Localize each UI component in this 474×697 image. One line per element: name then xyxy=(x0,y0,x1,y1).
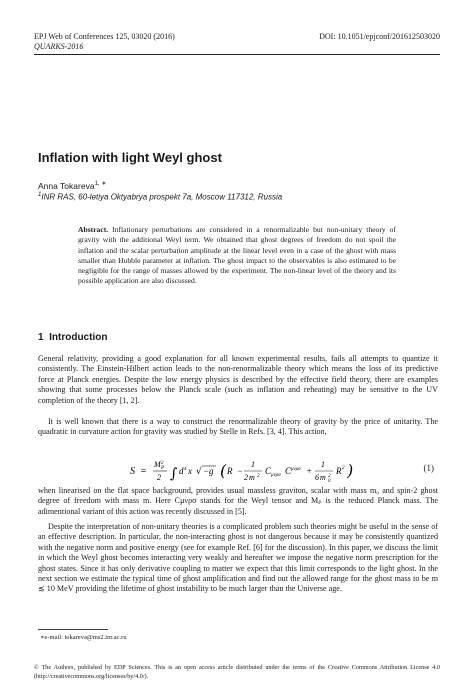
svg-text:R: R xyxy=(336,466,342,476)
svg-text:2: 2 xyxy=(244,473,248,482)
abstract xyxy=(78,225,396,287)
svg-text:x: x xyxy=(188,466,192,476)
action-formula xyxy=(130,457,380,485)
svg-text:g: g xyxy=(209,466,214,476)
svg-text:1: 1 xyxy=(321,460,325,469)
svg-text:(: ( xyxy=(220,461,227,480)
svg-text:√: √ xyxy=(196,467,202,477)
svg-text:=: = xyxy=(140,466,147,477)
section-heading xyxy=(38,332,107,343)
section-title: Introduction xyxy=(49,332,108,343)
paragraph-4-text: Despite the interpretation of non-unitary theories is a complicated problem such theories might be useful in the sense of an effective description. In particular, the non-interacting ghost is not dangerous because it may be consistently quantized with the negative norm and positive energy (see for example Ref. [6] for the discussion). In this paper, we discuss the limit in which the Weyl ghost becomes interacting very weakly and hereafter we impose the negative norm prescription for the ghost states. Since it has only derivative coupling to matter we expect that this limit corresponds to the light ghost. In the next section we estimate the typical time of ghost amplification and find out the allowed range for the ghost mass to be m ≲ 10 MeV providing the lifetime of ghost instability to be much larger than the Universe age. xyxy=(38,522,438,594)
svg-text:μνρσ: μνρσ xyxy=(271,473,281,478)
author-line xyxy=(38,180,106,191)
equation-1 xyxy=(38,453,438,483)
svg-text:2: 2 xyxy=(257,474,260,479)
author-name: Anna Tokareva xyxy=(38,180,95,191)
svg-text:2: 2 xyxy=(328,474,331,479)
svg-text:−: − xyxy=(203,466,210,476)
svg-text:∫: ∫ xyxy=(170,466,178,482)
svg-text:R: R xyxy=(227,466,233,476)
footnote-rule xyxy=(38,629,108,630)
svg-text:+: + xyxy=(306,466,313,476)
journal-citation: EPJ Web of Conferences 125, 03020 (2016) xyxy=(34,32,175,41)
svg-text:0: 0 xyxy=(328,479,331,484)
abstract-text: Inflationary perturbations are considered in a renormalizable but non-unitary theory of gravity with the additional Weyl term. We obtained that ghost degrees of freedom do not spoil the inflation and the scalar perturbation amplitude at the linear level even in a case of the ghost with mass smaller than Hubble parameter at inflation. The ghost impact to the observables is also estimated to be negligible for the range of masses allowed by the experiment. The non-linear level of the theory and its possible application are also discussed. xyxy=(78,225,396,286)
svg-text:C: C xyxy=(265,466,272,476)
svg-text:4: 4 xyxy=(184,467,187,472)
paragraph-2 xyxy=(38,417,438,438)
affiliation-line xyxy=(38,192,282,202)
svg-text:M: M xyxy=(154,460,161,469)
svg-text:2: 2 xyxy=(342,466,345,471)
paragraph-4 xyxy=(38,522,438,595)
paragraph-3: when linearised on the flat space background, provides usual massless graviton, scalar with mass m₀ and spin-2 ghost degree of freedom with mass m. Here Cμνρσ stands for the Weyl tensor and Mₚ is the reduced Planck mass. The adimentional variant of this action was recently discussed in [5]. xyxy=(38,486,438,516)
svg-text:μνρσ: μνρσ xyxy=(291,467,301,472)
svg-text:6: 6 xyxy=(315,473,319,482)
header-rule xyxy=(34,54,440,55)
section-number: 1 xyxy=(38,332,44,343)
paragraph-2-text: It is well known that there is a way to construct the renormalizable theory of gravity by the price of unitarity. The quadratic in curvature action for gravity was studied by Stelle in Refs. [3, 4]. This action, xyxy=(38,417,438,437)
svg-text:m: m xyxy=(249,473,255,482)
svg-text:m: m xyxy=(320,473,326,482)
author-superscript: 1, ∗ xyxy=(94,181,107,187)
paragraph-1: General relativity, providing a good explanation for all known experimental results, fails all attempts to quantize it consistently. The Einstein-Hilbert action leads to the non-renormalizable theory which means the loss of its predictive force at Planck energies. Despite the low energy physics is described by the effective field theory, there are examples showing that some processes below the Planck scale (such as inflation and reheating) may be sensitive to the UV completion of the theory [1, 2]. xyxy=(38,354,438,405)
svg-text:): ) xyxy=(347,461,354,480)
svg-text:−: − xyxy=(237,466,244,476)
svg-text:S: S xyxy=(130,466,135,477)
equation-number: (1) xyxy=(423,463,434,473)
affiliation-superscript: 1 xyxy=(38,192,42,198)
doi[interactable]: DOI: 10.1051/epjconf/201612503020 xyxy=(319,32,440,41)
svg-text:2: 2 xyxy=(157,473,161,482)
svg-text:P: P xyxy=(161,466,165,471)
license-footer: © The Authors, published by EDP Sciences. This is an open access article distributed under the terms of the Creative Commons Attribution License 4.0 (http://creativecommons.org/licenses/by/4.0/). xyxy=(34,664,440,680)
footnote-email: ∗e-mail: tokareva@ms2.inr.ac.ru xyxy=(40,634,127,641)
paper-title: Inflation with light Weyl ghost xyxy=(38,150,222,165)
conference-name: QUARKS-2016 xyxy=(34,42,84,51)
svg-text:C: C xyxy=(285,466,292,476)
affiliation: INR RAS, 60-letiya Oktyabrya prospekt 7a, Moscow 117312, Russia xyxy=(41,192,283,202)
abstract-label: Abstract. xyxy=(78,225,109,234)
svg-text:2: 2 xyxy=(161,461,164,466)
svg-text:1: 1 xyxy=(251,460,255,469)
svg-text:d: d xyxy=(179,466,184,476)
